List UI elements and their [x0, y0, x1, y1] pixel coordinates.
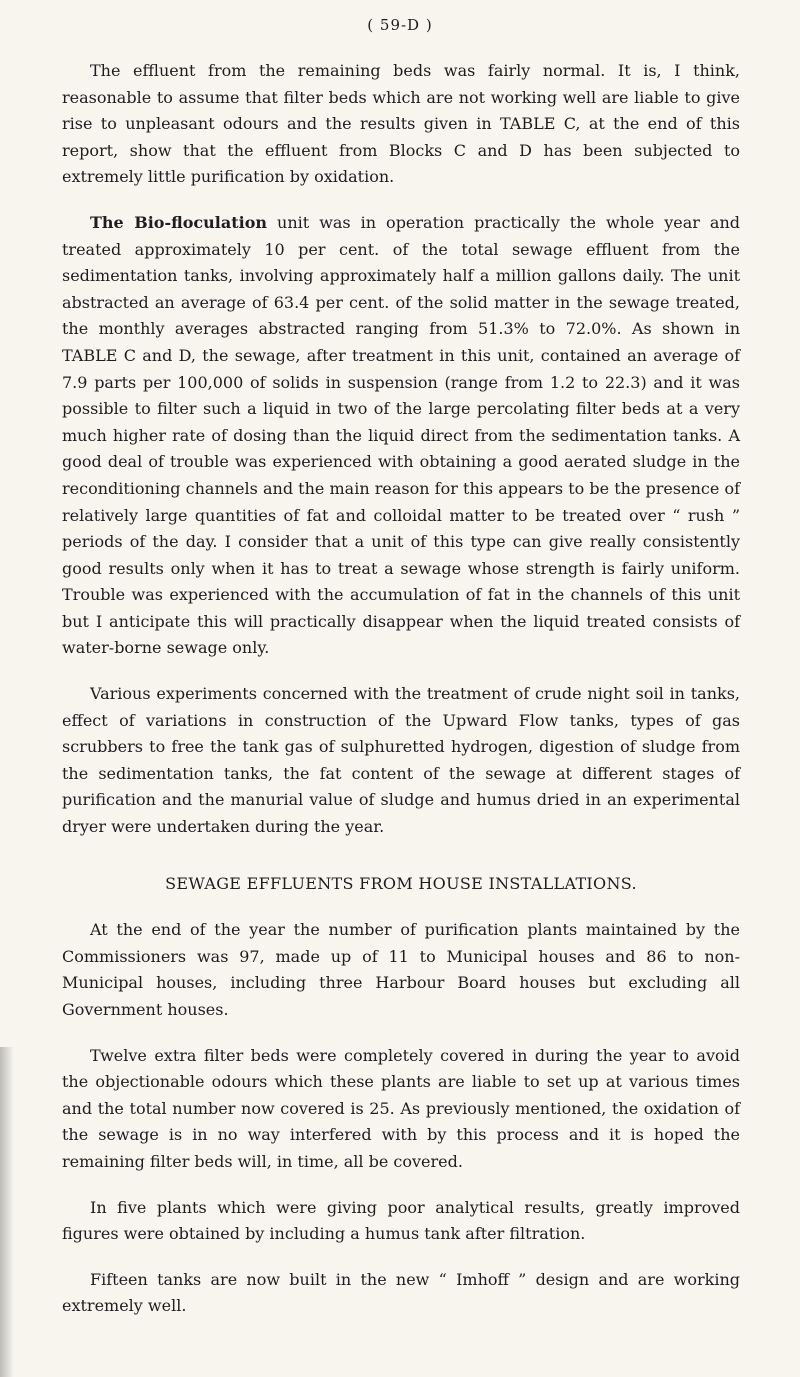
bio-floculation-lead: The Bio-floculation: [90, 212, 268, 232]
paragraph-purification-plants: At the end of the year the number of purification plants maintained by the Commissioners was 97, made up of 11 to Municipal houses and 86 to non-Municipal houses, including three Harbour Board houses but excluding all Government houses.: [62, 920, 740, 1019]
paragraph-bio-floculation: [62, 210, 740, 662]
paragraph-filter-beds-covered: Twelve extra filter beds were completely covered in during the year to avoid the objectionable odours which these plants are liable to set up at various times and the total number now covered is 25. As previously mentioned, the oxidation of the sewage is in no way interfered with by this process and it is hoped the remaining filter beds will, in time, all be covered.: [62, 1045, 740, 1171]
paragraph-effluent-remaining-beds: The effluent from the remaining beds was fairly normal. It is, I think, reasonable to assume that filter beds which are not working well are liable to give rise to unpleasant odours and the results given in TABLE C, at the end of this report, show that the effluent from Blocks C and D has been subjected to extremely little purification by oxidation.: [62, 61, 740, 187]
paragraph-various-experiments: Various experiments concerned with the treatment of crude night soil in tanks, effect of variations in construction of the Upward Flow tanks, types of gas scrubbers to free the tank gas of sulphuretted hydrogen, digestion of sludge from the sedimentation tanks, the fat content of the sewage at different stages of purification and the manurial value of sludge and humus dried in an experimental dryer were undertaken during the year.: [62, 684, 740, 837]
scan-edge-shadow: [0, 1047, 14, 1377]
page-number: ( 59-D ): [367, 16, 433, 34]
bio-floculation-text: unit was in operation practically the whole year and treated approximately 10 per cent. of the total sewage effluent from the sedimentation tanks, involving approximately half a million gallons daily. The unit abstracted an average of 63.4 per cent. of the solid matter in the sewage treated, the monthly averages abstracted ranging from 51.3% to 72.0%. As shown in TABLE C and D, the sewage, after treatment in this unit, contained an average of 7.9 parts per 100,000 of solids in suspension (range from 1.2 to 22.3) and it was possible to filter such a liquid in two of the large percolating filter beds at a very much higher rate of dosing than the liquid direct from the sedimentation tanks. A good deal of trouble was experienced with obtaining a good aerated sludge in the reconditioning channels and the main reason for this appears to be the presence of relatively large quantities of fat and colloidal matter to be treated over “ rush ” periods of the day. I consider that a unit of this type can give really consistently good results only when it has to treat a sewage whose strength is fairly uniform. Trouble was experienced with the accumulation of fat in the channels of this unit but I anticipate this will practically disappear when the liquid treated consists of water-borne sewage only.: [62, 212, 740, 658]
document-body: [62, 58, 740, 1339]
paragraph-imhoff-tanks: Fifteen tanks are now built in the new “ Imhoff ” design and are working extremely well.: [62, 1269, 740, 1316]
section-heading: SEWAGE EFFLUENTS FROM HOUSE INSTALLATIONS.: [165, 873, 637, 893]
paragraph-humus-tank: In five plants which were giving poor analytical results, greatly improved figures were obtained by including a humus tank after filtration.: [62, 1197, 740, 1244]
